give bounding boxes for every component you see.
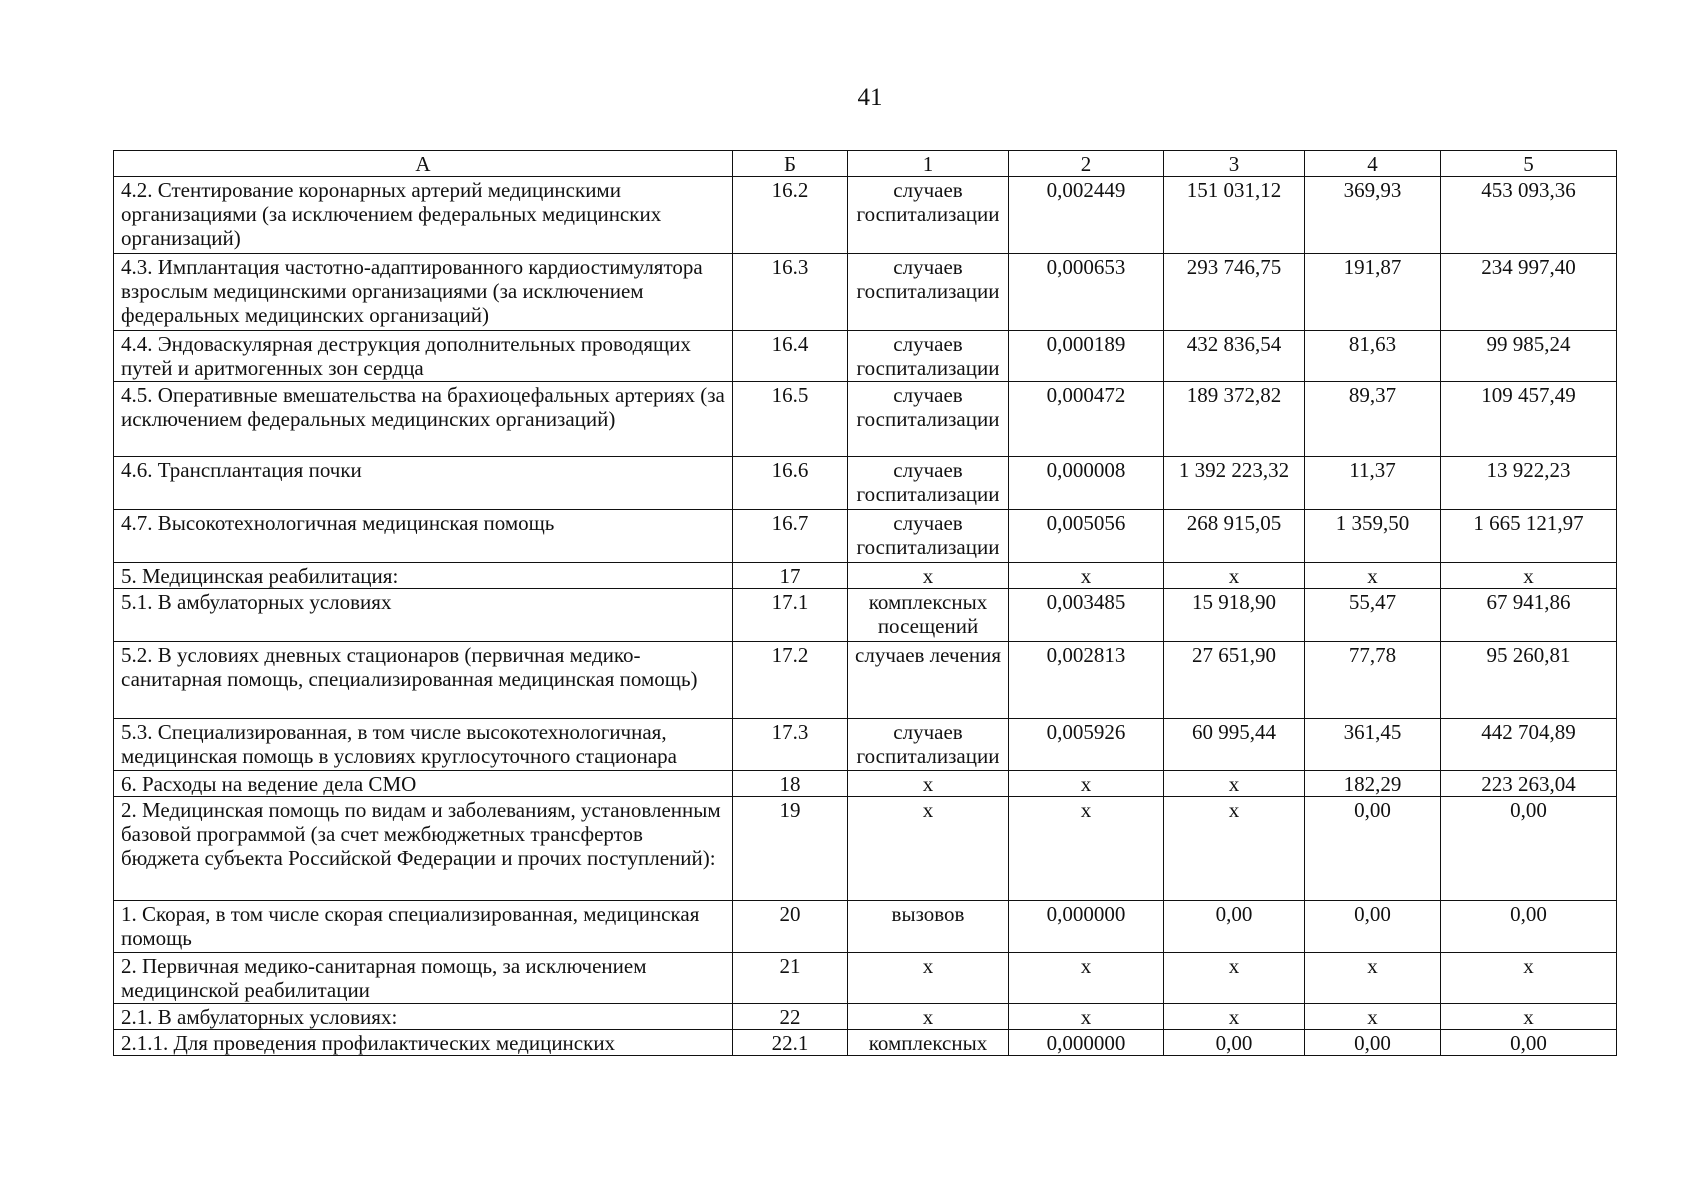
row-col-4: 81,63	[1305, 331, 1441, 382]
row-code: 20	[733, 901, 848, 953]
row-name: 2. Медицинская помощь по видам и заболеваниям, установленным базовой программой (за счет межбюджетных трансфертов бюджета субъекта Российской Федерации и прочих поступлений):	[114, 797, 733, 901]
row-name: 4.4. Эндоваскулярная деструкция дополнительных проводящих путей и аритмогенных зон сердца	[114, 331, 733, 382]
header-col-a: А	[114, 151, 733, 177]
row-col-4: х	[1305, 1004, 1441, 1030]
row-col-5: х	[1441, 1004, 1617, 1030]
row-code: 16.5	[733, 382, 848, 457]
row-col-4: х	[1305, 563, 1441, 589]
row-code: 19	[733, 797, 848, 901]
row-col-2: 0,000189	[1009, 331, 1164, 382]
row-col-3: 293 746,75	[1164, 254, 1305, 331]
header-col-3: 3	[1164, 151, 1305, 177]
row-code: 22	[733, 1004, 848, 1030]
row-col-5: 0,00	[1441, 797, 1617, 901]
row-col-2: х	[1009, 771, 1164, 797]
row-col-2: 0,005926	[1009, 719, 1164, 771]
table-row	[114, 177, 1617, 254]
row-col-3: 60 995,44	[1164, 719, 1305, 771]
row-code: 22.1	[733, 1030, 848, 1056]
row-col-4: 361,45	[1305, 719, 1441, 771]
table-row	[114, 1004, 1617, 1030]
row-col-2: 0,000000	[1009, 901, 1164, 953]
row-col-2: 0,000472	[1009, 382, 1164, 457]
header-col-b: Б	[733, 151, 848, 177]
row-col-2: х	[1009, 1004, 1164, 1030]
table-row	[114, 254, 1617, 331]
row-code: 17	[733, 563, 848, 589]
row-name: 5.2. В условиях дневных стационаров (первичная медико-санитарная помощь, специализированная медицинская помощь)	[114, 642, 733, 719]
row-code: 17.3	[733, 719, 848, 771]
row-col-4: 55,47	[1305, 589, 1441, 642]
header-row	[114, 151, 1617, 177]
row-col-3: 268 915,05	[1164, 510, 1305, 563]
table-row	[114, 797, 1617, 901]
row-col-5: 453 093,36	[1441, 177, 1617, 254]
table-row	[114, 901, 1617, 953]
row-col-3: х	[1164, 563, 1305, 589]
row-unit: х	[848, 797, 1009, 901]
row-code: 17.2	[733, 642, 848, 719]
row-col-5: х	[1441, 563, 1617, 589]
row-code: 21	[733, 953, 848, 1004]
row-unit: х	[848, 563, 1009, 589]
row-col-5: 95 260,81	[1441, 642, 1617, 719]
row-unit: случаев лечения	[848, 642, 1009, 719]
table-row	[114, 382, 1617, 457]
row-name: 4.5. Оперативные вмешательства на брахиоцефальных артериях (за исключением федеральных медицинских организаций)	[114, 382, 733, 457]
row-col-5: 442 704,89	[1441, 719, 1617, 771]
row-col-5: 99 985,24	[1441, 331, 1617, 382]
row-col-3: 151 031,12	[1164, 177, 1305, 254]
row-unit: случаев госпитализации	[848, 177, 1009, 254]
row-name: 4.7. Высокотехнологичная медицинская помощь	[114, 510, 733, 563]
row-col-5: 13 922,23	[1441, 457, 1617, 510]
row-name: 2.1. В амбулаторных условиях:	[114, 1004, 733, 1030]
table-row	[114, 589, 1617, 642]
row-col-4: 77,78	[1305, 642, 1441, 719]
row-col-2: 0,002813	[1009, 642, 1164, 719]
row-unit: х	[848, 953, 1009, 1004]
row-col-3: 15 918,90	[1164, 589, 1305, 642]
table-row	[114, 642, 1617, 719]
row-col-3: х	[1164, 1004, 1305, 1030]
row-name: 1. Скорая, в том числе скорая специализированная, медицинская помощь	[114, 901, 733, 953]
row-col-2: 0,003485	[1009, 589, 1164, 642]
table-row	[114, 510, 1617, 563]
row-unit: комплексных	[848, 1030, 1009, 1056]
row-col-3: 189 372,82	[1164, 382, 1305, 457]
row-unit: случаев госпитализации	[848, 382, 1009, 457]
row-col-4: 182,29	[1305, 771, 1441, 797]
table-row	[114, 953, 1617, 1004]
row-code: 16.3	[733, 254, 848, 331]
row-col-2: 0,005056	[1009, 510, 1164, 563]
row-col-2: х	[1009, 953, 1164, 1004]
row-name: 2.1.1. Для проведения профилактических медицинских	[114, 1030, 733, 1056]
row-col-3: 1 392 223,32	[1164, 457, 1305, 510]
row-col-5: х	[1441, 953, 1617, 1004]
row-code: 16.4	[733, 331, 848, 382]
row-col-4: 369,93	[1305, 177, 1441, 254]
row-col-2: 0,000000	[1009, 1030, 1164, 1056]
row-col-5: 67 941,86	[1441, 589, 1617, 642]
row-col-4: 0,00	[1305, 1030, 1441, 1056]
row-unit: комплексных посещений	[848, 589, 1009, 642]
row-code: 16.2	[733, 177, 848, 254]
table-row	[114, 1030, 1617, 1056]
row-name: 4.6. Трансплантация почки	[114, 457, 733, 510]
row-code: 16.6	[733, 457, 848, 510]
page-number: 41	[857, 84, 883, 111]
row-unit: х	[848, 771, 1009, 797]
table-body	[114, 177, 1617, 1056]
row-col-2: 0,000653	[1009, 254, 1164, 331]
row-col-4: 11,37	[1305, 457, 1441, 510]
header-col-1: 1	[848, 151, 1009, 177]
row-code: 17.1	[733, 589, 848, 642]
row-name: 5.3. Специализированная, в том числе высокотехнологичная, медицинская помощь в условиях круглосуточного стационара	[114, 719, 733, 771]
row-col-4: 191,87	[1305, 254, 1441, 331]
header-col-5: 5	[1441, 151, 1617, 177]
table-row	[114, 457, 1617, 510]
row-col-3: 0,00	[1164, 901, 1305, 953]
row-col-5: 223 263,04	[1441, 771, 1617, 797]
row-col-3: х	[1164, 953, 1305, 1004]
row-name: 2. Первичная медико-санитарная помощь, за исключением медицинской реабилитации	[114, 953, 733, 1004]
row-col-5: 0,00	[1441, 901, 1617, 953]
row-col-4: 0,00	[1305, 901, 1441, 953]
row-col-4: 1 359,50	[1305, 510, 1441, 563]
row-col-3: х	[1164, 797, 1305, 901]
row-col-4: 89,37	[1305, 382, 1441, 457]
header-col-2: 2	[1009, 151, 1164, 177]
row-col-5: 0,00	[1441, 1030, 1617, 1056]
row-col-4: х	[1305, 953, 1441, 1004]
row-col-5: 109 457,49	[1441, 382, 1617, 457]
row-name: 5.1. В амбулаторных условиях	[114, 589, 733, 642]
row-unit: вызовов	[848, 901, 1009, 953]
row-col-2: 0,000008	[1009, 457, 1164, 510]
row-col-2: х	[1009, 797, 1164, 901]
table-row	[114, 719, 1617, 771]
row-name: 5. Медицинская реабилитация:	[114, 563, 733, 589]
row-col-4: 0,00	[1305, 797, 1441, 901]
tariff-table	[113, 150, 1617, 1056]
row-col-3: 27 651,90	[1164, 642, 1305, 719]
row-col-5: 234 997,40	[1441, 254, 1617, 331]
table-row	[114, 771, 1617, 797]
row-unit: случаев госпитализации	[848, 331, 1009, 382]
row-col-3: 432 836,54	[1164, 331, 1305, 382]
row-col-2: х	[1009, 563, 1164, 589]
table-row	[114, 563, 1617, 589]
row-code: 18	[733, 771, 848, 797]
row-code: 16.7	[733, 510, 848, 563]
row-col-3: 0,00	[1164, 1030, 1305, 1056]
header-col-4: 4	[1305, 151, 1441, 177]
row-col-2: 0,002449	[1009, 177, 1164, 254]
row-name: 6. Расходы на ведение дела СМО	[114, 771, 733, 797]
row-col-3: х	[1164, 771, 1305, 797]
row-name: 4.3. Имплантация частотно-адаптированного кардиостимулятора взрослым медицинскими организациями (за исключением федеральных медицинских организаций)	[114, 254, 733, 331]
row-unit: случаев госпитализации	[848, 719, 1009, 771]
table-row	[114, 331, 1617, 382]
row-unit: случаев госпитализации	[848, 457, 1009, 510]
row-name: 4.2. Стентирование коронарных артерий медицинскими организациями (за исключением федеральных медицинских организаций)	[114, 177, 733, 254]
row-unit: случаев госпитализации	[848, 254, 1009, 331]
row-col-5: 1 665 121,97	[1441, 510, 1617, 563]
row-unit: х	[848, 1004, 1009, 1030]
row-unit: случаев госпитализации	[848, 510, 1009, 563]
